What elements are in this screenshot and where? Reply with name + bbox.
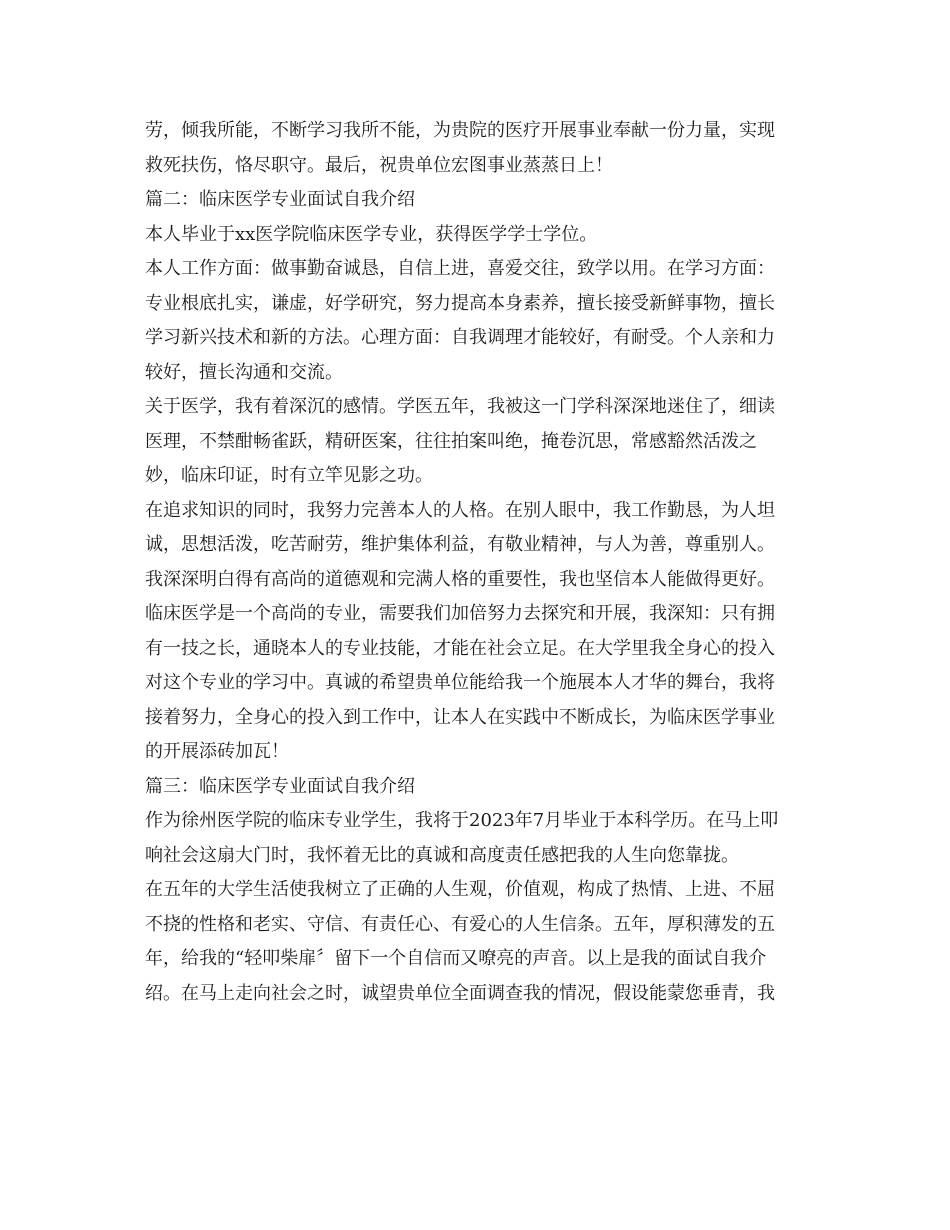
text-line: 医理，不禁酣畅雀跃，精研医案，往往拍案叫绝，掩卷沉思，常感豁然活泼之 <box>145 430 757 452</box>
text-line: 在追求知识的同时，我努力完善本人的人格。在别人眼中，我工作勤恳，为人坦 <box>145 499 775 521</box>
text-line: 的开展添砖加瓦！ <box>145 741 289 762</box>
text-line: 绍。在马上走向社会之时，诚望贵单位全面调查我的情况，假设能蒙您垂青，我 <box>145 982 775 1004</box>
text-line: 学习新兴技术和新的方法。心理方面：自我调理才能较好，有耐受。个人亲和力 <box>145 327 775 348</box>
text-line: 响社会这扇大门时，我怀着无比的真诚和高度责任感把我的人生向您靠拢。 <box>145 844 739 866</box>
text-line: 较好，擅长沟通和交流。 <box>145 361 343 383</box>
text-line: 本人毕业于xx医学院临床医学专业，获得医学学士学位。 <box>145 223 598 245</box>
text-line: 有一技之长，通晓本人的专业技能，才能在社会立足。在大学里我全身心的投入 <box>145 637 775 659</box>
text-line: 救死扶伤，恪尽职守。最后，祝贵单位宏图事业蒸蒸日上！ <box>145 154 613 176</box>
text-line: 对这个专业的学习中。真诚的希望贵单位能给我一个施展本人才华的舞台，我将 <box>145 672 775 693</box>
text-line: 临床医学是一个高尚的专业，需要我们加倍努力去探究和开展，我深知：只有拥 <box>145 603 775 624</box>
text-line: 接着努力，全身心的投入到工作中，让本人在实践中不断成长，为临床医学事业 <box>145 706 775 728</box>
text-line: 作为徐州医学院的临床专业学生，我将于2023年7月毕业于本科学历。在马上叩 <box>145 810 779 831</box>
section-heading: 篇三：临床医学专业面试自我介绍 <box>145 775 415 797</box>
text-line: 不挠的性格和老实、守信、有责任心、有爱心的人生信条。五年，厚积薄发的五 <box>145 913 775 935</box>
text-line: 年，给我的“轻叩柴扉〞留下一个自信而又嘹亮的声音。以上是我的面试自我介 <box>145 948 767 969</box>
text-line: 诚，思想活泼，吃苦耐劳，维护集体利益，有敬业精神，与人为善，尊重别人。 <box>145 534 775 555</box>
text-line: 关于医学，我有着深沉的感情。学医五年，我被这一门学科深深地迷住了，细读 <box>145 396 775 417</box>
section-heading: 篇二：临床医学专业面试自我介绍 <box>145 189 415 210</box>
text-line: 本人工作方面：做事勤奋诚恳，自信上进，喜爱交往，致学以用。在学习方面： <box>145 258 775 279</box>
text-line: 劳，倾我所能，不断学习我所不能，为贵院的医疗开展事业奉献一份力量，实现 <box>145 120 775 141</box>
text-line: 我深深明白得有高尚的道德观和完满人格的重要性，我也坚信本人能做得更好。 <box>145 568 775 590</box>
text-line: 妙，临床印证，时有立竿见影之功。 <box>145 465 433 486</box>
text-line: 专业根底扎实，谦虚，好学研究，努力提高本身素养，擅长接受新鲜事物，擅长 <box>145 292 775 314</box>
document-body <box>145 114 815 1011</box>
text-line: 在五年的大学生活使我树立了正确的人生观，价值观，构成了热情、上进、不屈 <box>145 879 775 900</box>
